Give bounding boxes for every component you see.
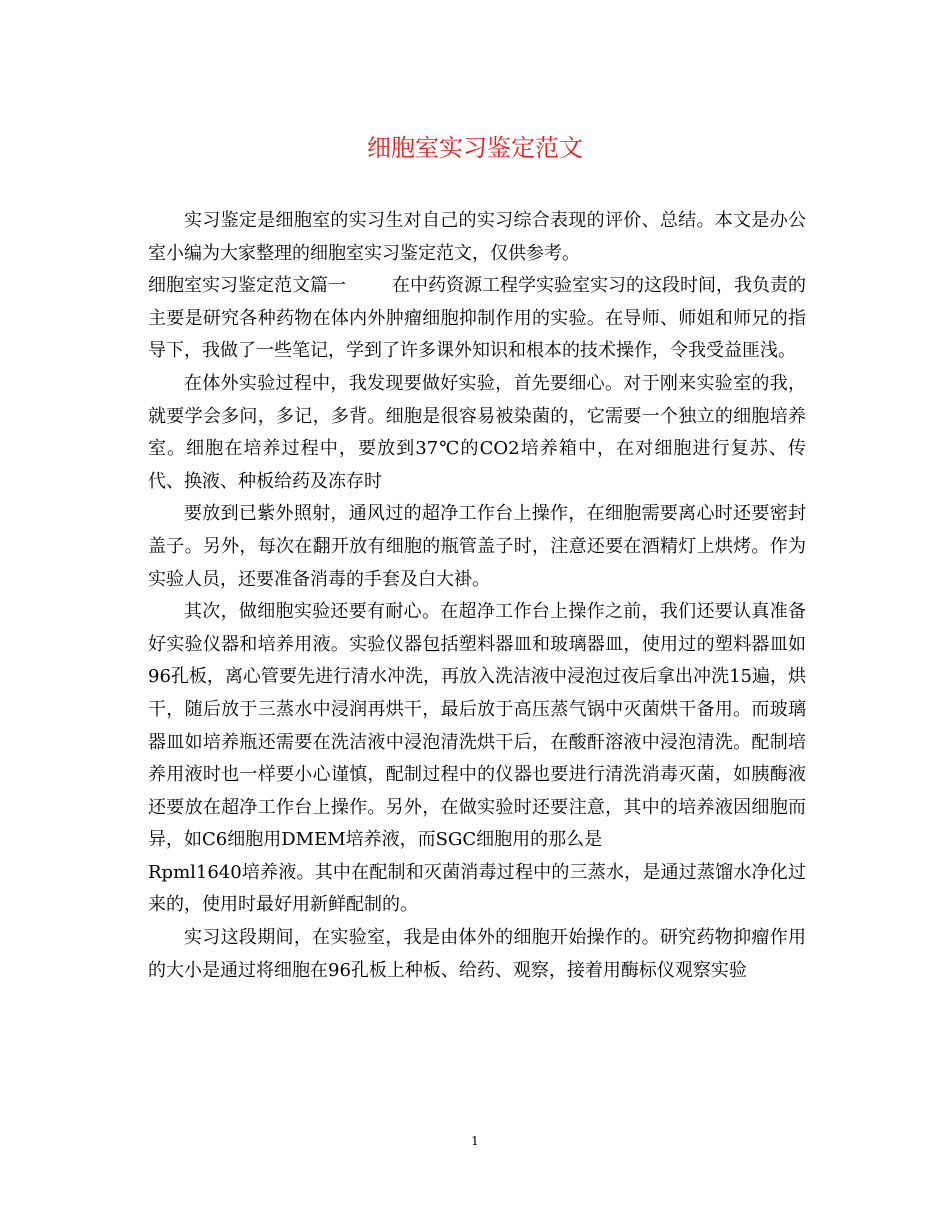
page-title: 细胞室实习鉴定范文 xyxy=(367,134,583,162)
paragraph-intro: 实习鉴定是细胞室的实习生对自己的实习综合表现的评价、总结。本文是办公室小编为大家整理的细胞室实习鉴定范文，仅供参考。 xyxy=(148,210,806,264)
paragraph-sterile: 要放到已紫外照射，通风过的超净工作台上操作，在细胞需要离心时还要密封盖子。另外，每次在翻开放有细胞的瓶管盖子时，注意还要在酒精灯上烘烤。作为实验人员，还要准备消毒的手套及白大褂。 xyxy=(148,503,806,590)
paragraph-medium: Rpml1640培养液。其中在配制和灭菌消毒过程中的三蒸水，是通过蒸馏水净化过来的，使用时最好用新鲜配制的。 xyxy=(148,861,806,916)
paragraph-patience: 其次，做细胞实验还要有耐心。在超净工作台上操作之前，我们还要认真准备好实验仪器和培养用液。实验仪器包括塑料器皿和玻璃器皿，使用过的塑料器皿如96孔板，离心管要先进行清水冲洗，再放入洗洁液中浸泡过夜后拿出冲洗15遍，烘干，随后放于三蒸水中浸润再烘干，最后放于高压蒸气锅中灭菌烘干备用。而玻璃器皿如培养瓶还需要在洗洁液中浸泡清洗烘干后，在酸酐溶液中浸泡清洗。配制培养用液时也一样要小心谨慎，配制过程中的仪器也要进行清洗消毒灭菌，如胰酶液还要放在超净工作台上操作。另外，在做实验时还要注意，其中的培养液因细胞而异，如C6细胞用DMEM培养液，而SGC细胞用的那么是 xyxy=(148,601,806,851)
section-heading: 细胞室实习鉴定范文篇一 xyxy=(148,275,346,297)
paragraph-section-one-text: 在中药资源工程学实验室实习的这段时间，我负责的主要是研究各种药物在体内外肿瘤细胞抑制作用的实验。在导师、师姐和师兄的指导下，我做了一些笔记，学到了许多课外知识和根本的技术操作，令我受益匪浅。 xyxy=(148,275,806,362)
paragraph-period: 实习这段期间，在实验室，我是由体外的细胞开始操作的。研究药物抑瘤作用的大小是通过将细胞在96孔板上种板、给药、观察，接着用酶标仪观察实验 xyxy=(148,927,806,981)
document-body xyxy=(148,205,806,987)
paragraph-in-vitro: 在体外实验过程中，我发现要做好实验，首先要细心。对于刚来实验室的我，就要学会多问，多记，多背。细胞是很容易被染菌的，它需要一个独立的细胞培养室。细胞在培养过程中，要放到37℃的CO2培养箱中，在对细胞进行复苏、传代、换液、种板给药及冻存时 xyxy=(148,372,806,492)
paragraph-section-one xyxy=(148,270,806,368)
page-number: 1 xyxy=(471,1134,479,1148)
